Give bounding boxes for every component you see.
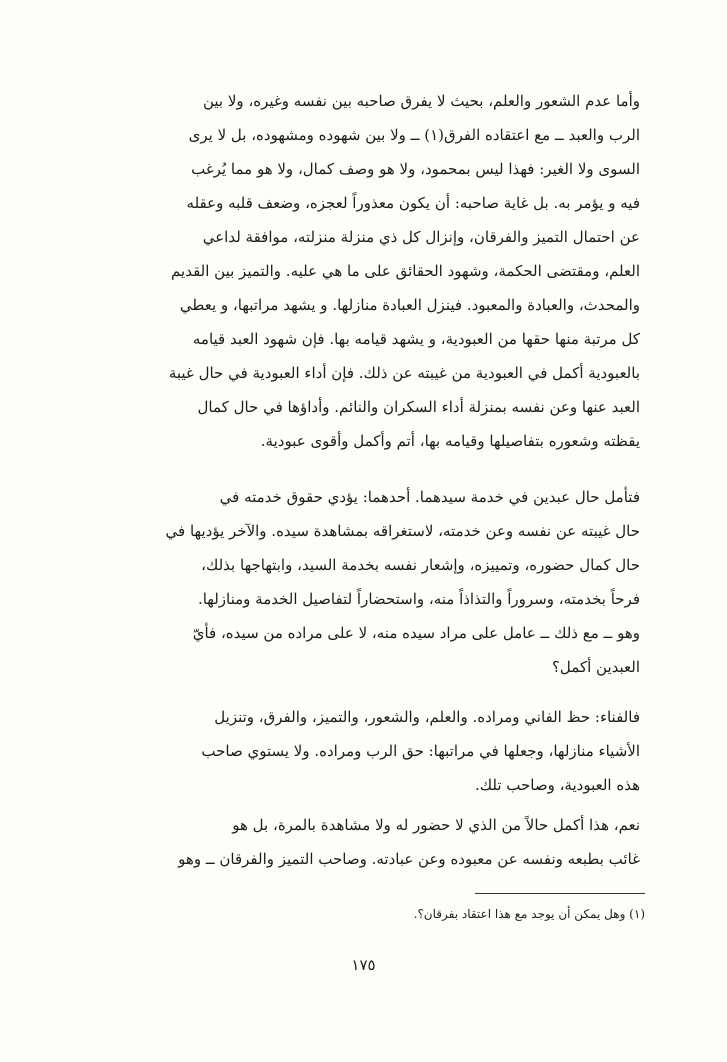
text-line: غائب بطبعه ونفسه عن معبوده وعن عبادته. وصاحب التميز والفرقان ــ وهو bbox=[178, 850, 640, 868]
text-line: الأشياء منازلها، وجعلها في مراتبها: حق الرب ومراده. ولا يستوي صاحب bbox=[201, 742, 640, 760]
footnote: (١) وهل يمكن أن يوجد مع هذا اعتقاد بفرقان؟. bbox=[413, 907, 645, 921]
paragraph-3 bbox=[108, 700, 640, 802]
text-line: فرحاً بخدمته، وسروراً والتذاذاً منه، واستحضاراً لتفاصيل الخدمة ومنازلها. bbox=[197, 590, 640, 608]
text-line: العبد عنها وعن نفسه بمنزلة أداء السكران والنائم. وأداؤها في حال كمال bbox=[197, 398, 640, 416]
text-line: حال غيبته عن نفسه وعن خدمته، لاستغراقه بمشاهدة سيده. والآخر يؤديها في bbox=[165, 522, 640, 540]
paragraph-2 bbox=[108, 480, 640, 684]
text-line: وأما عدم الشعور والعلم، بحيث لا يفرق صاحبه بين نفسه وغيره، ولا بين bbox=[202, 92, 640, 110]
text-line: يقظته وشعوره بتفاصيلها وقيامه بها، أتم وأكمل وأقوى عبودية. bbox=[260, 432, 640, 450]
page-number: ١٧٥ bbox=[351, 956, 376, 974]
text-line: بالعبودية أكمل في العبودية من غيبته عن ذلك. فإن أداء العبودية في حال غيبة bbox=[168, 364, 640, 382]
text-line: حال كمال حضوره، وتمييزه، وإشعار نفسه بخدمة السيد، وابتهاجها بذلك، bbox=[201, 556, 640, 574]
text-line: فالفناء: حظ الفاني ومراده. والعلم، والشعور، والتميز، والفرق، وتنزيل bbox=[214, 708, 640, 726]
paragraph-4 bbox=[108, 808, 640, 876]
paragraph-1 bbox=[108, 84, 640, 458]
text-line: الرب والعبد ــ مع اعتقاده الفرق(١) ــ ولا بين شهوده ومشهوده، بل لا يرى bbox=[188, 126, 640, 144]
text-line: والمحدث، والعبادة والمعبود. فينزل العبادة منازلها. و يشهد مراتبها، و يعطي bbox=[179, 296, 640, 314]
text-line: العبدين أكمل؟ bbox=[551, 658, 640, 676]
text-line: السوى ولا الغير: فهذا ليس بمحمود، ولا هو وصف كمال، ولا هو مما يُرغب bbox=[191, 160, 640, 178]
footnote-divider bbox=[475, 893, 645, 894]
text-line: هذه العبودية، وصاحب تلك. bbox=[474, 776, 640, 794]
text-line: كل مرتبة منها حقها من العبودية، و يشهد قيامه بها. فإن شهود العبد قيامه bbox=[192, 330, 640, 348]
text-line: فتأمل حال عبدين في خدمة سيدهما. أحدهما: يؤدي حقوق خدمته في bbox=[219, 488, 640, 506]
text-line: فيه و يؤمر به. بل غاية صاحبه: أن يكون معذوراً لعجزه، وضعف قلبه وعقله bbox=[186, 194, 640, 212]
text-line: وهو ــ مع ذلك ــ عامل على مراد سيده منه، لا على مراده من سيده، فأيّ bbox=[192, 624, 640, 642]
text-line: العلم، ومقتضى الحكمة، وشهود الحقائق على ما هي عليه. والتميز بين القديم bbox=[171, 262, 640, 280]
text-line: عن احتمال التميز والفرقان، وإنزال كل ذي منزلة منزلته، موافقة لداعي bbox=[202, 228, 640, 246]
text-line: نعم، هذا أكمل حالاً من الذي لا حضور له ولا مشاهدة بالمرة، بل هو bbox=[232, 816, 640, 834]
